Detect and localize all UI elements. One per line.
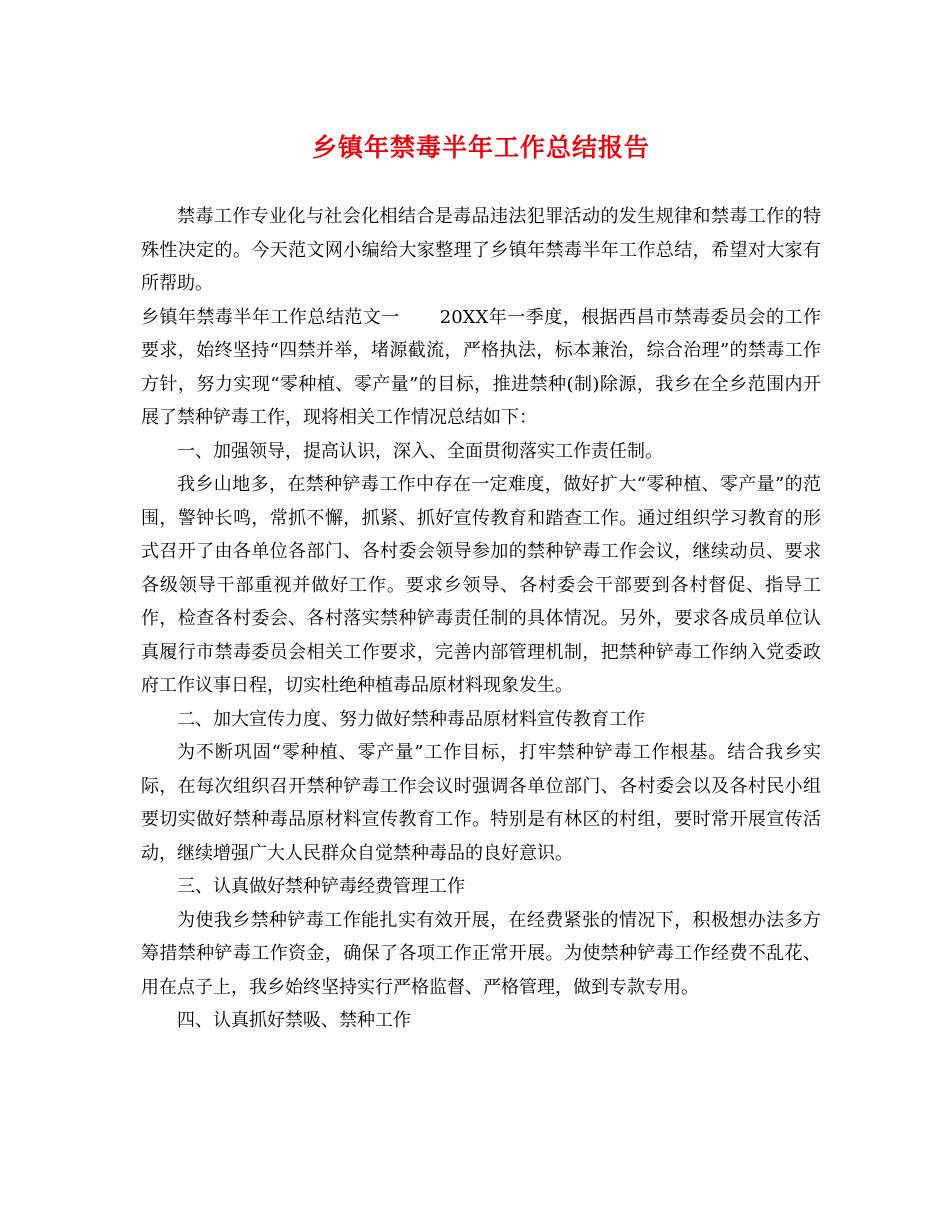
intro-paragraph: 禁毒工作专业化与社会化相结合是毒品违法犯罪活动的发生规律和禁毒工作的特殊性决定的。今天范文网小编给大家整理了乡镇年禁毒半年工作总结，希望对大家有所帮助。 — [141, 206, 821, 294]
section-3-body: 为使我乡禁种铲毒工作能扎实有效开展，在经费紧张的情况下，积极想办法多方筹措禁种铲毒工作资金，确保了各项工作正常开展。为使禁种铲毒工作经费不乱花、用在点子上，我乡始终坚持实行严格监督、严格管理，做到专款专用。 — [141, 909, 821, 998]
document-page — [141, 128, 821, 1038]
section-1-heading: 一、加强领导，提高认识，深入、全面贯彻落实工作责任制。 — [177, 440, 663, 462]
section-3-heading: 三、认真做好禁种铲毒经费管理工作 — [177, 876, 465, 897]
section-2-heading: 二、加大宣传力度、努力做好禁种毒品原材料宣传教育工作 — [177, 708, 645, 730]
section-2-body: 为不断巩固“零种植、零产量”工作目标，打牢禁种铲毒工作根基。结合我乡实际，在每次组织召开禁种铲毒工作会议时强调各单位部门、各村委会以及各村民小组要切实做好禁种毒品原材料宣传教育工作。特别是有林区的村组，要时常开展宣传活动，继续增强广大人民群众自觉禁种毒品的良好意识。 — [141, 742, 821, 864]
sample-paragraph — [141, 301, 821, 435]
section-4-heading: 四、认真抓好禁吸、禁种工作 — [177, 1010, 411, 1031]
sample-label: 乡镇年禁毒半年工作总结范文一 — [141, 306, 400, 328]
document-title: 乡镇年禁毒半年工作总结报告 — [311, 133, 650, 162]
section-1-body: 我乡山地多，在禁种铲毒工作中存在一定难度，做好扩大“零种植、零产量”的范围，警钟长鸣，常抓不懈，抓紧、抓好宣传教育和踏查工作。通过组织学习教育的形式召开了由各单位各部门、各村委会领导参加的禁种铲毒工作会议，继续动员、要求各级领导干部重视并做好工作。要求乡领导、各村委会干部要到各村督促、指导工作，检查各村委会、各村落实禁种铲毒责任制的具体情况。另外，要求各成员单位认真履行市禁毒委员会相关工作要求，完善内部管理机制，把禁种铲毒工作纳入党委政府工作议事日程，切实杜绝种植毒品原材料现象发生。 — [141, 474, 821, 696]
sample-text: 20XX年一季度，根据西昌市禁毒委员会的工作要求，始终坚持“四禁并举，堵源截流，严格执法，标本兼治，综合治理”的禁毒工作方针，努力实现“零种植、零产量”的目标，推进禁种(制)除源，我乡在全乡范围内开展了禁种铲毒工作，现将相关工作情况总结如下： — [141, 306, 821, 428]
